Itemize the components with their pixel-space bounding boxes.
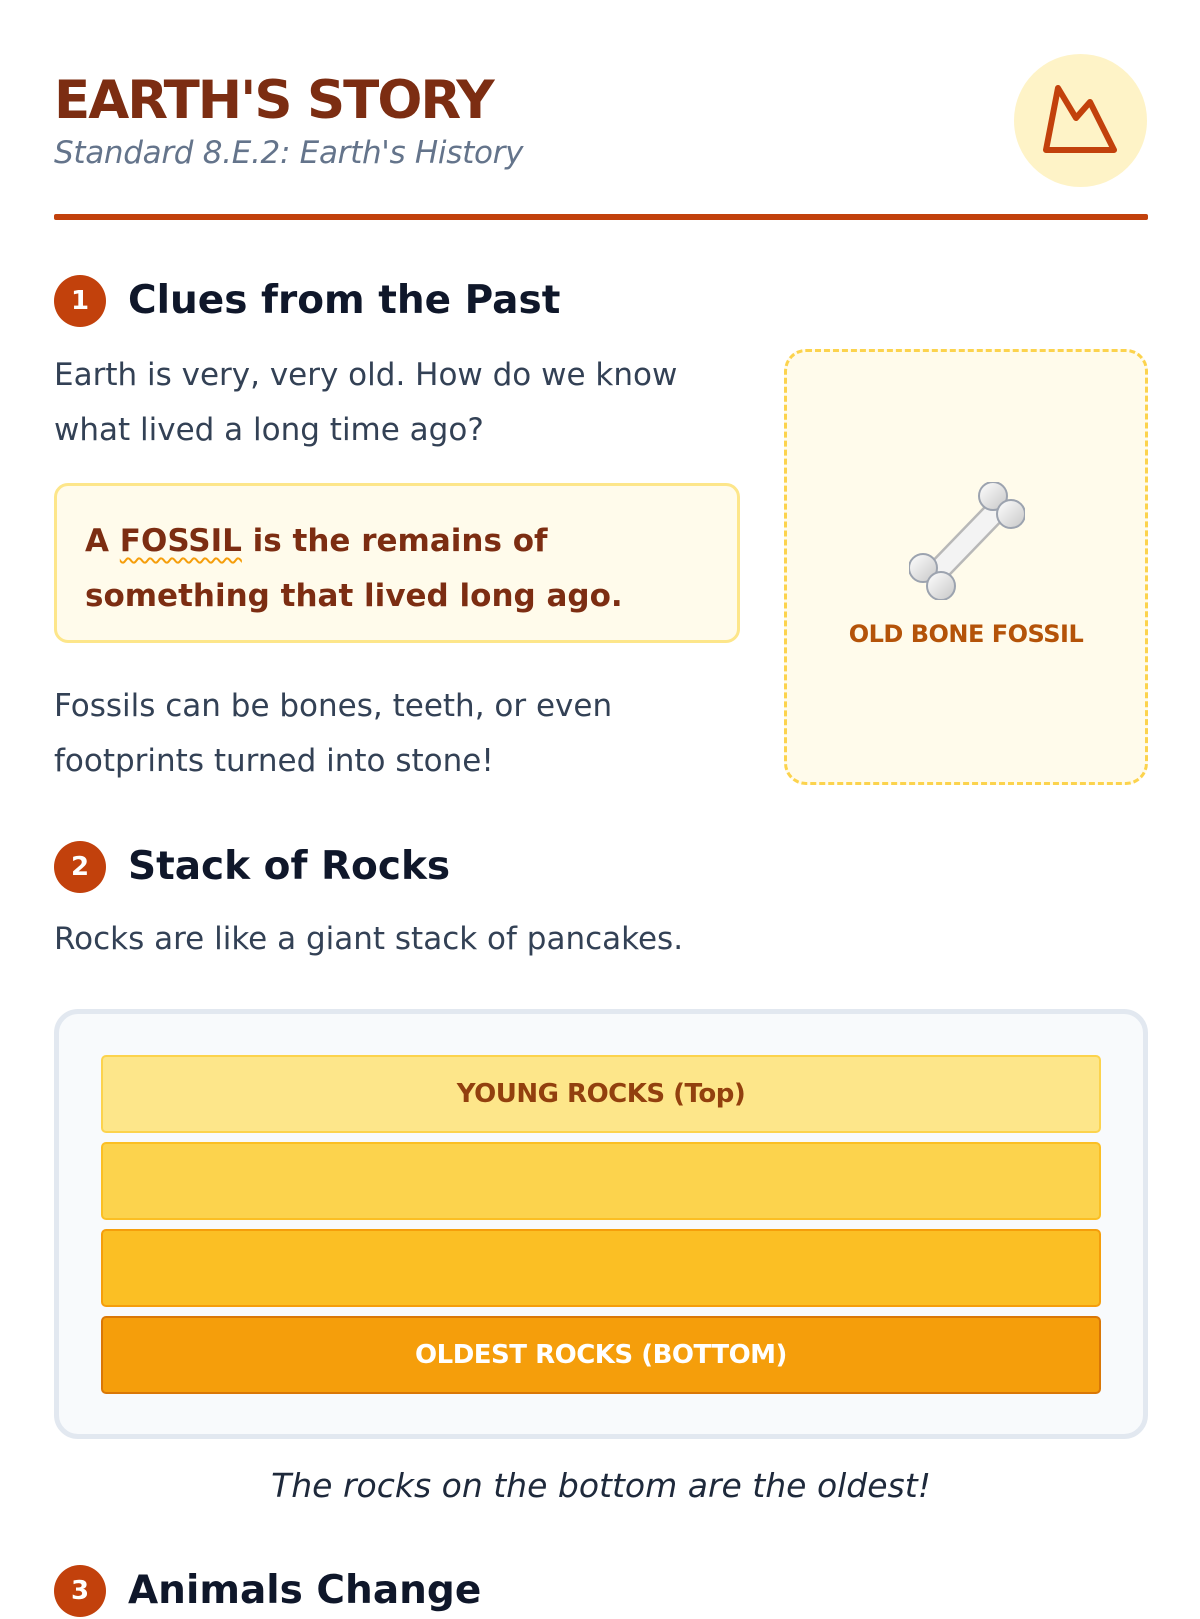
definition-suffix: is the remains of something that lived long ago.: [85, 523, 623, 614]
bone-icon: [909, 482, 1025, 600]
fossil-card-label: OLD BONE FOSSIL: [848, 620, 1084, 648]
definition-prefix: A: [85, 523, 120, 559]
rock-stack-caption: The rocks on the bottom are the oldest!: [271, 1466, 931, 1505]
rock-layer-young: YOUNG ROCKS (Top): [101, 1055, 1101, 1133]
section-title: Animals Change: [128, 1568, 482, 1613]
logo-badge: [1014, 54, 1147, 187]
rock-stack-diagram: [54, 1009, 1148, 1439]
section-title: Stack of Rocks: [128, 844, 451, 889]
section-number-badge: 2: [54, 841, 106, 893]
header: [54, 0, 1148, 221]
fossil-card: [784, 349, 1148, 785]
definition-text: [85, 514, 709, 624]
section-title: Clues from the Past: [128, 278, 561, 323]
rock-layer-middle-upper: [101, 1142, 1101, 1220]
section-number-badge: 1: [54, 275, 106, 327]
standard-subtitle: Standard 8.E.2: Earth's History: [54, 135, 524, 171]
header-divider: [54, 214, 1148, 220]
page-title: EARTH'S STORY: [54, 70, 493, 131]
section-2-intro: Rocks are like a giant stack of pancakes.: [54, 921, 684, 957]
section-number-badge: 3: [54, 1565, 106, 1617]
lesson-page: [54, 0, 1148, 1613]
rock-layer-middle-lower: [101, 1229, 1101, 1307]
section-1-intro: Earth is very, very old. How do we know what lived a long time ago?: [54, 357, 678, 448]
rock-layer-oldest: OLDEST ROCKS (BOTTOM): [101, 1316, 1101, 1394]
section-1-detail: Fossils can be bones, teeth, or even footprints turned into stone!: [54, 688, 613, 779]
definition-term: FOSSIL: [119, 523, 242, 559]
mountain-icon: [1042, 82, 1118, 158]
definition-box: [54, 483, 740, 643]
